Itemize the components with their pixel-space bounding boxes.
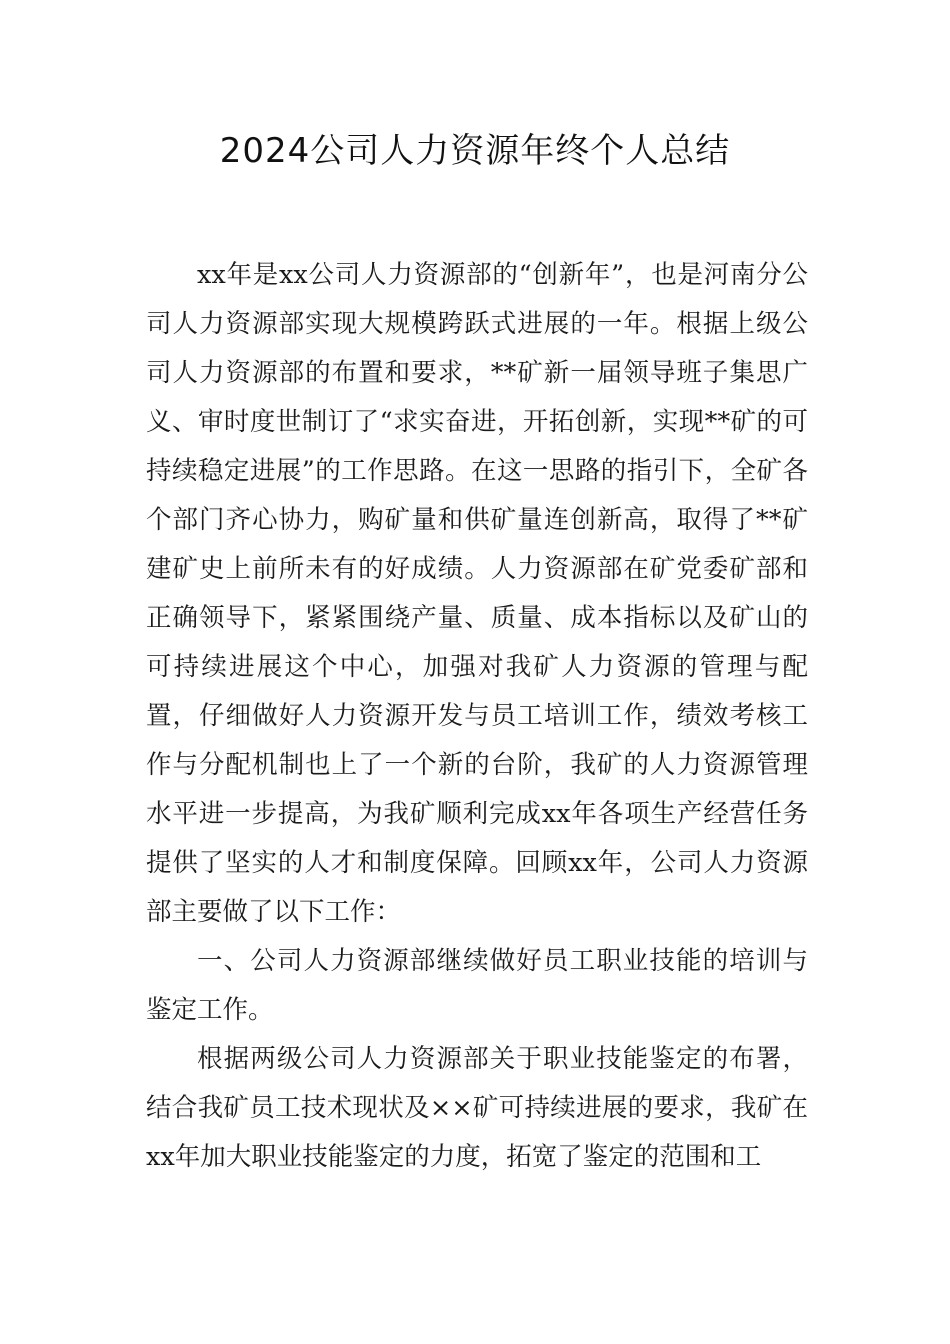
paragraph-intro: xx年是xx公司人力资源部的“创新年”，也是河南分公司人力资源部实现大规模跨跃式进展的一年。根据上级公司人力资源部的布置和要求，**矿新一届领导班子集思广义、审时度世制订了“求实奋进，开拓创新，实现**矿的可持续稳定进展”的工作思路。在这一思路的指引下，全矿各个部门齐心协力，购矿量和供矿量连创新高，取得了**矿建矿史上前所未有的好成绩。人力资源部在矿党委矿部和正确领导下，紧紧围绕产量、质量、成本指标以及矿山的可持续进展这个中心，加强对我矿人力资源的管理与配置，仔细做好人力资源开发与员工培训工作，绩效考核工作与分配机制也上了一个新的台阶，我矿的人力资源管理水平进一步提高，为我矿顺利完成xx年各项生产经营任务提供了坚实的人才和制度保障。回顾xx年，公司人力资源部主要做了以下工作： bbox=[146, 260, 808, 927]
paragraph-section-1: 根据两级公司人力资源部关于职业技能鉴定的布署，结合我矿员工技术现状及××矿可持续进展的要求，我矿在xx年加大职业技能鉴定的力度，拓宽了鉴定的范围和工 bbox=[146, 1044, 808, 1172]
section-heading-1: 一、公司人力资源部继续做好员工职业技能的培训与鉴定工作。 bbox=[146, 946, 808, 1025]
document-body bbox=[146, 251, 808, 1182]
document-title: 2024公司人力资源年终个人总结 bbox=[219, 131, 731, 171]
